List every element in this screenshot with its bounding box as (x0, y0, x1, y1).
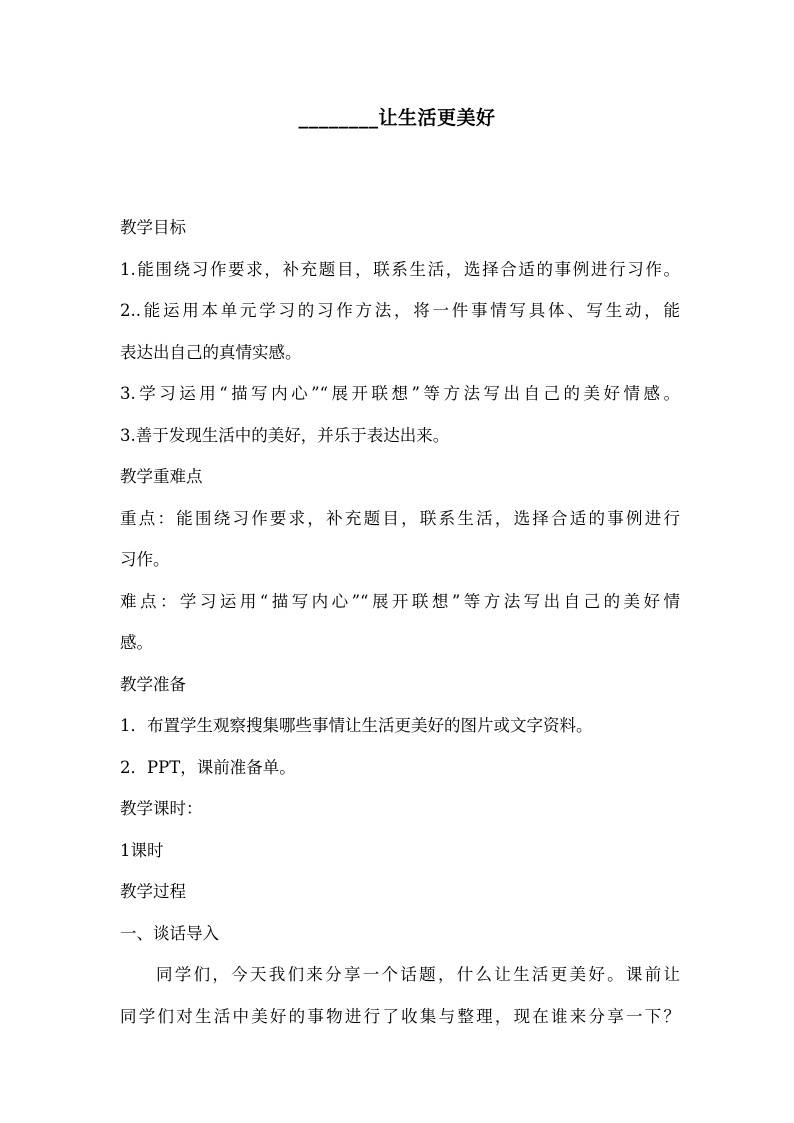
difficult-point-continued: 感。 (120, 633, 153, 652)
preparation-1: 1．布置学生观察搜集哪些事情让生活更美好的图片或文字资料。 (120, 716, 593, 735)
difficult-point: 难点：学习运用“描写内心”“展开联想”等方法写出自己的美好情 (120, 591, 680, 611)
section-heading-class-hours: 教学课时： (120, 799, 203, 818)
document-title: ________让生活更美好 (298, 107, 496, 129)
objective-4: 3.善于发现生活中的美好，并乐于表达出来。 (120, 425, 450, 445)
process-step-1-heading: 一、谈话导入 (120, 923, 219, 943)
section-heading-process: 教学过程 (120, 882, 186, 901)
section-heading-preparation: 教学准备 (120, 674, 186, 694)
paragraph-line-continued: 同学们对生活中美好的事物进行了收集与整理，现在谁来分享一下？ (120, 1006, 680, 1026)
key-point: 重点：能围绕习作要求，补充题目，联系生活，选择合适的事例进行 (120, 508, 680, 528)
objective-2: 2..能运用本单元学习的习作方法，将一件事情写具体、写生动，能 (120, 301, 680, 320)
document-body (120, 207, 680, 1037)
paragraph-line: 同学们，今天我们来分享一个话题，什么让生活更美好。课前让 (156, 965, 680, 984)
objective-2-continued: 表达出自己的真情实感。 (120, 342, 302, 362)
objective-3: 3.学习运用“描写内心”“展开联想”等方法写出自己的美好情感。 (120, 384, 680, 403)
objective-1: 1.能围绕习作要求，补充题目，联系生活，选择合适的事例进行习作。 (120, 259, 680, 279)
section-heading-key-points: 教学重难点 (120, 467, 203, 486)
preparation-2: 2．PPT，课前准备单。 (120, 757, 296, 777)
class-hours-value: 1课时 (120, 840, 164, 860)
key-point-continued: 习作。 (120, 550, 170, 569)
section-heading-objectives: 教学目标 (120, 218, 186, 237)
